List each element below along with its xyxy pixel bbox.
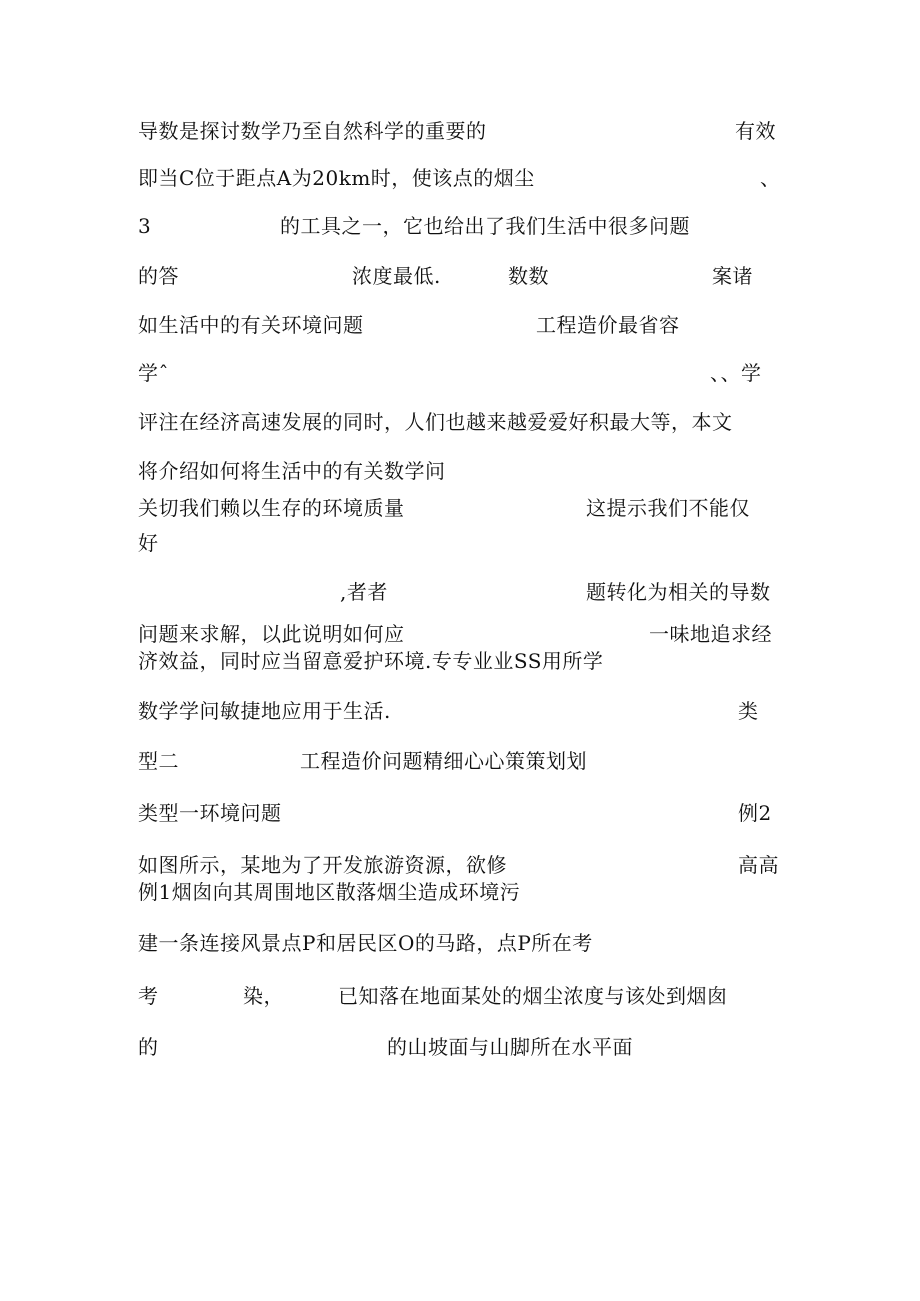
text-line-13b: 类 <box>738 699 759 723</box>
text-line-8b: 这提示我们不能仅 <box>586 496 750 520</box>
text-line-19c: 已知落在地面某处的烟尘浓度与该处到烟囱 <box>338 984 728 1008</box>
text-line-16a: 如图所示，某地为了开发旅游资源，欲修 <box>138 853 507 877</box>
text-line-5a: 学ˆ <box>138 361 169 385</box>
text-line-3b: 浓度最低. <box>352 264 441 288</box>
text-line-12a: 济效益，同时应当留意爱护环境.专专业业SS用所学 <box>138 649 604 673</box>
text-line-14a: 型二 <box>138 749 179 773</box>
text-line-9a: 好 <box>138 531 159 555</box>
text-line-2a: 3 <box>138 214 152 238</box>
text-line-20b: 的山坡面与山脚所在水平面 <box>387 1035 633 1059</box>
text-line-19b: 染， <box>243 984 284 1008</box>
text-line-0b: 有效 <box>735 119 776 143</box>
text-line-10b: 题转化为相关的导数 <box>586 580 771 604</box>
text-line-14b: 工程造价问题精细心心策策划划 <box>300 749 587 773</box>
text-line-13a: 数学学问敏捷地应用于生活. <box>138 699 391 723</box>
text-line-7a: 将介绍如何将生活中的有关数学问 <box>138 459 446 483</box>
text-line-11b: 一味地追求经 <box>649 622 772 646</box>
text-line-15a: 类型一环境问题 <box>138 801 282 825</box>
text-line-10a: ,者者 <box>340 580 388 604</box>
text-line-1b: 、 <box>760 166 781 190</box>
text-line-15b: 例2 <box>738 801 772 825</box>
text-line-17a: 例1烟囱向其周围地区散落烟尘造成环境污 <box>138 880 521 904</box>
text-line-11a: 问题来求解，以此说明如何应 <box>138 622 405 646</box>
text-line-3d: 案诸 <box>712 264 753 288</box>
text-line-20a: 的 <box>138 1035 159 1059</box>
text-line-19a: 考 <box>138 984 159 1008</box>
text-line-6a: 评注在经济高速发展的同时，人们也越来越爱爱好积最大等，本文 <box>138 410 733 434</box>
text-line-18a: 建一条连接风景点P和居民区O的马路，点P所在考 <box>138 931 593 955</box>
text-line-4b: 工程造价最省容 <box>536 313 680 337</box>
text-line-0a: 导数是探讨数学乃至自然科学的重要的 <box>138 119 487 143</box>
text-line-16b: 高高 <box>738 853 779 877</box>
text-line-1a: 即当C位于距点A为20km时，使该点的烟尘 <box>138 166 535 190</box>
text-line-2b: 的工具之一，它也给出了我们生活中很多问题 <box>280 214 690 238</box>
text-line-8a: 关切我们赖以生存的环境质量 <box>138 496 405 520</box>
text-line-4a: 如生活中的有关环境问题 <box>138 313 364 337</box>
text-line-3c: 数数 <box>508 264 549 288</box>
text-line-3a: 的答 <box>138 264 179 288</box>
text-line-5b: 、、学 <box>710 361 762 385</box>
